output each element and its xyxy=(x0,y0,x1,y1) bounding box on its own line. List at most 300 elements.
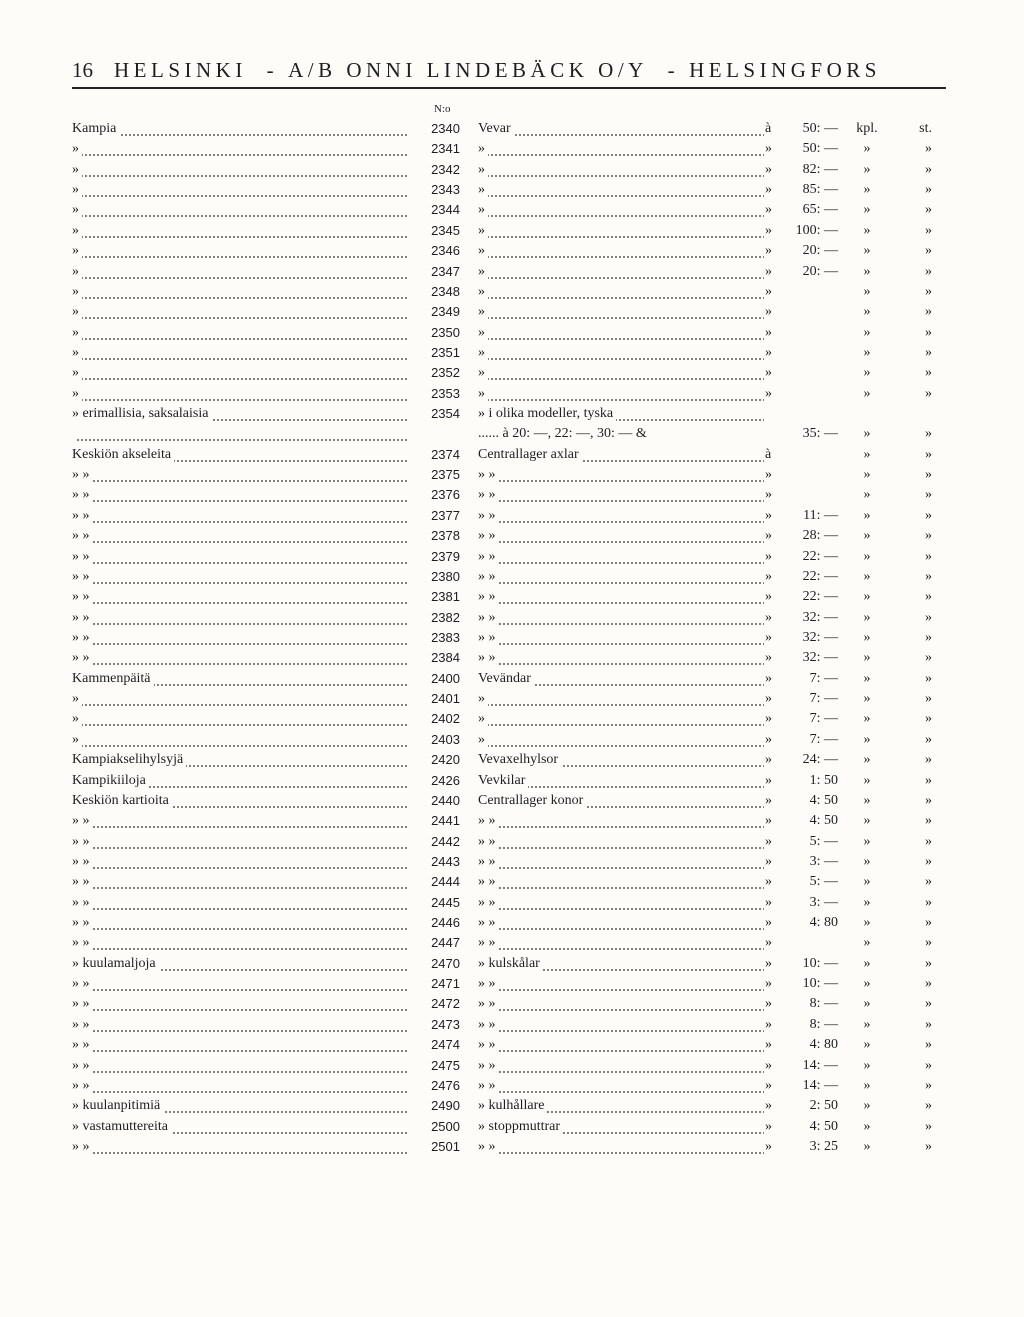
table-row xyxy=(0,180,1024,200)
swedish-description xyxy=(478,994,764,1014)
swedish-description-text: » xyxy=(478,386,488,401)
unit-fi: » xyxy=(863,263,871,279)
swedish-description xyxy=(478,730,764,750)
price-prefix: » xyxy=(765,263,772,279)
finnish-description-text: » xyxy=(72,365,82,380)
price-prefix: » xyxy=(765,182,772,198)
table-row xyxy=(0,1137,1024,1157)
finnish-description xyxy=(72,669,409,689)
unit-fi: » xyxy=(863,1016,871,1032)
finnish-description-text: » » xyxy=(72,528,93,543)
table-row xyxy=(0,933,1024,953)
swedish-description-text: » » xyxy=(478,834,499,849)
finnish-description-text: Kammenpäitä xyxy=(72,671,154,686)
finnish-description-text: » » xyxy=(72,650,93,665)
swedish-description-text: » kulskålar xyxy=(478,956,543,971)
item-number: 2446 xyxy=(431,915,460,931)
unit-fi: » xyxy=(863,711,871,727)
price-prefix: » xyxy=(765,528,772,544)
swedish-description xyxy=(478,628,764,648)
swedish-description-text: » » xyxy=(478,874,499,889)
swedish-description-text: » » xyxy=(478,813,499,828)
table-row xyxy=(0,994,1024,1014)
table-row xyxy=(0,1096,1024,1116)
finnish-description-text: » kuulanpitimiä xyxy=(72,1098,163,1113)
finnish-description xyxy=(72,994,409,1014)
swedish-description xyxy=(478,424,764,444)
item-number: 2347 xyxy=(431,263,460,279)
unit-fi: » xyxy=(863,385,871,401)
item-number: 2470 xyxy=(431,955,460,971)
price: 1: 50 xyxy=(809,772,838,788)
finnish-description xyxy=(72,750,409,770)
unit-fi: » xyxy=(863,141,871,157)
swedish-description-text: » » xyxy=(478,569,499,584)
unit-sv: » xyxy=(925,426,932,442)
item-number: 2401 xyxy=(431,691,460,707)
swedish-description-text: » xyxy=(478,304,488,319)
swedish-description xyxy=(478,343,764,363)
unit-sv: st. xyxy=(919,121,932,136)
swedish-description xyxy=(478,608,764,628)
finnish-description xyxy=(72,974,409,994)
finnish-description-text: » » xyxy=(72,895,93,910)
swedish-description xyxy=(478,1117,764,1137)
swedish-description xyxy=(478,791,764,811)
swedish-description-text: » xyxy=(478,162,488,177)
unit-fi: » xyxy=(863,344,871,360)
price-prefix: » xyxy=(765,1098,772,1114)
finnish-description-text xyxy=(72,426,75,441)
swedish-description-text: » » xyxy=(478,1037,499,1052)
price-prefix: » xyxy=(765,589,772,605)
table-row xyxy=(0,485,1024,505)
unit-sv: » xyxy=(925,467,932,483)
finnish-description xyxy=(72,404,409,424)
finnish-description-text: » xyxy=(72,304,82,319)
finnish-description xyxy=(72,282,409,302)
table-row xyxy=(0,974,1024,994)
unit-fi: » xyxy=(863,1077,871,1093)
finnish-description xyxy=(72,323,409,343)
table-row xyxy=(0,445,1024,465)
finnish-description xyxy=(72,709,409,729)
price-prefix: » xyxy=(765,955,772,971)
unit-fi: » xyxy=(863,833,871,849)
price: 100: — xyxy=(795,222,838,238)
item-number: 2402 xyxy=(431,711,460,727)
finnish-description xyxy=(72,832,409,852)
item-number: 2443 xyxy=(431,853,460,869)
swedish-description-text: » » xyxy=(478,935,499,950)
finnish-description xyxy=(72,160,409,180)
price-prefix: » xyxy=(765,935,772,951)
price-prefix: » xyxy=(765,629,772,645)
unit-fi: » xyxy=(863,915,871,931)
finnish-description xyxy=(72,506,409,526)
price-prefix: » xyxy=(765,141,772,157)
table-row xyxy=(0,648,1024,668)
table-row xyxy=(0,587,1024,607)
finnish-description-text: » xyxy=(72,386,82,401)
item-number: 2352 xyxy=(431,365,460,381)
item-number: 2379 xyxy=(431,548,460,564)
swedish-description-text: » » xyxy=(478,895,499,910)
finnish-description xyxy=(72,771,409,791)
table-row xyxy=(0,567,1024,587)
item-number: 2475 xyxy=(431,1057,460,1073)
swedish-description xyxy=(478,241,764,261)
price: 7: — xyxy=(809,731,838,747)
unit-sv: » xyxy=(925,365,932,381)
price: 50: — xyxy=(802,141,838,157)
swedish-description xyxy=(478,1056,764,1076)
finnish-description xyxy=(72,363,409,383)
price-prefix: » xyxy=(765,385,772,401)
swedish-description xyxy=(478,669,764,689)
finnish-description xyxy=(72,648,409,668)
swedish-description xyxy=(478,363,764,383)
swedish-description-text: » » xyxy=(478,610,499,625)
header-separator: - xyxy=(667,58,680,82)
table-row xyxy=(0,200,1024,220)
swedish-description-text: » » xyxy=(478,1058,499,1073)
unit-sv: » xyxy=(925,813,932,829)
price: 11: — xyxy=(803,507,838,523)
unit-fi: » xyxy=(863,935,871,951)
table-row xyxy=(0,913,1024,933)
unit-fi: » xyxy=(863,731,871,747)
unit-sv: » xyxy=(925,976,932,992)
unit-sv: » xyxy=(925,915,932,931)
item-number: 2349 xyxy=(431,304,460,320)
price: 65: — xyxy=(802,202,838,218)
unit-sv: » xyxy=(925,955,932,971)
swedish-description xyxy=(478,811,764,831)
finnish-description-text: » » xyxy=(72,1058,93,1073)
price-prefix: » xyxy=(765,711,772,727)
swedish-description xyxy=(478,954,764,974)
item-number: 2490 xyxy=(431,1098,460,1114)
table-row xyxy=(0,139,1024,159)
price: 50: — xyxy=(802,121,838,136)
finnish-description-text: Keskiön akseleita xyxy=(72,447,174,462)
unit-sv: » xyxy=(925,385,932,401)
unit-sv: » xyxy=(925,731,932,747)
item-number: 2380 xyxy=(431,568,460,584)
unit-sv: » xyxy=(925,629,932,645)
unit-fi: » xyxy=(863,609,871,625)
finnish-description xyxy=(72,791,409,811)
price: 35: — xyxy=(802,426,838,442)
finnish-description-text: » » xyxy=(72,813,93,828)
item-number: 2472 xyxy=(431,996,460,1012)
price: 14: — xyxy=(802,1077,838,1093)
price-prefix: » xyxy=(765,976,772,992)
unit-fi: » xyxy=(863,996,871,1012)
table-row xyxy=(0,221,1024,241)
swedish-description-text: » » xyxy=(478,467,499,482)
finnish-description xyxy=(72,954,409,974)
unit-fi: » xyxy=(863,467,871,483)
unit-sv: » xyxy=(925,446,932,462)
table-row xyxy=(0,404,1024,424)
swedish-description xyxy=(478,282,764,302)
price: 85: — xyxy=(802,182,838,198)
unit-fi: » xyxy=(863,792,871,808)
swedish-description xyxy=(478,933,764,953)
swedish-description xyxy=(478,1035,764,1055)
finnish-description xyxy=(72,200,409,220)
price: 7: — xyxy=(809,711,838,727)
price: 4: 50 xyxy=(809,1118,838,1134)
finnish-description xyxy=(72,465,409,485)
swedish-description-text: » xyxy=(478,711,488,726)
price: 20: — xyxy=(802,263,838,279)
unit-fi: » xyxy=(863,548,871,564)
swedish-description xyxy=(478,587,764,607)
finnish-description-text: » xyxy=(72,691,82,706)
price-prefix: » xyxy=(765,650,772,666)
item-number: 2382 xyxy=(431,609,460,625)
price-prefix: » xyxy=(765,772,772,788)
unit-fi: » xyxy=(863,202,871,218)
swedish-description xyxy=(478,323,764,343)
price: 5: — xyxy=(809,833,838,849)
unit-sv: » xyxy=(925,589,932,605)
swedish-description-text: » xyxy=(478,141,488,156)
swedish-description-text: Centrallager axlar xyxy=(478,447,582,462)
finnish-description-text: » xyxy=(72,141,82,156)
swedish-description-text: » xyxy=(478,182,488,197)
price-prefix: » xyxy=(765,1016,772,1032)
unit-fi: » xyxy=(863,691,871,707)
finnish-description xyxy=(72,852,409,872)
swedish-description xyxy=(478,771,764,791)
price-prefix: » xyxy=(765,915,772,931)
item-number: 2343 xyxy=(431,182,460,198)
unit-sv: » xyxy=(925,650,932,666)
finnish-description-text: » » xyxy=(72,1037,93,1052)
swedish-description-text: » » xyxy=(478,630,499,645)
price-prefix: » xyxy=(765,752,772,768)
price-prefix: » xyxy=(765,324,772,340)
item-number: 2374 xyxy=(431,446,460,462)
swedish-description-text: » xyxy=(478,365,488,380)
unit-fi: » xyxy=(863,752,871,768)
finnish-description-text: » xyxy=(72,182,82,197)
header-city: HELSINKI xyxy=(114,58,247,82)
item-number: 2471 xyxy=(431,976,460,992)
price: 32: — xyxy=(802,650,838,666)
item-number: 2426 xyxy=(431,772,460,788)
item-number: 2340 xyxy=(431,121,460,136)
finnish-description-text: » erimallisia, saksalaisia xyxy=(72,406,211,421)
number-column-heading: N:o xyxy=(434,103,451,115)
unit-sv: » xyxy=(925,1098,932,1114)
price-prefix: » xyxy=(765,487,772,503)
price: 82: — xyxy=(802,161,838,177)
swedish-description-text: Vevaxelhylsor xyxy=(478,752,561,767)
item-number: 2445 xyxy=(431,894,460,910)
price-prefix: » xyxy=(765,304,772,320)
finnish-description xyxy=(72,424,409,444)
finnish-description-text: » » xyxy=(72,874,93,889)
table-row xyxy=(0,384,1024,404)
swedish-description-text: » kulhållare xyxy=(478,1098,547,1113)
price: 4: 80 xyxy=(809,1037,838,1053)
swedish-description-text: » stoppmuttrar xyxy=(478,1119,563,1134)
unit-fi: » xyxy=(863,487,871,503)
price-prefix: » xyxy=(765,202,772,218)
unit-fi: » xyxy=(863,670,871,686)
finnish-description xyxy=(72,1117,409,1137)
price-prefix: » xyxy=(765,283,772,299)
unit-fi: » xyxy=(863,365,871,381)
swedish-description xyxy=(478,404,764,424)
price: 32: — xyxy=(802,629,838,645)
unit-sv: » xyxy=(925,283,932,299)
swedish-description xyxy=(478,445,764,465)
price: 14: — xyxy=(802,1057,838,1073)
unit-fi: » xyxy=(863,446,871,462)
price-prefix: » xyxy=(765,996,772,1012)
finnish-description xyxy=(72,119,409,139)
unit-fi: » xyxy=(863,324,871,340)
swedish-description xyxy=(478,262,764,282)
price-prefix: » xyxy=(765,731,772,747)
price-prefix: à xyxy=(765,446,772,462)
unit-fi: » xyxy=(863,955,871,971)
finnish-description-text: » » xyxy=(72,610,93,625)
swedish-description-text: » xyxy=(478,202,488,217)
item-number: 2346 xyxy=(431,243,460,259)
unit-sv: » xyxy=(925,874,932,890)
unit-fi: » xyxy=(863,161,871,177)
swedish-description-text: » » xyxy=(478,976,499,991)
item-number: 2351 xyxy=(431,344,460,360)
finnish-description xyxy=(72,1056,409,1076)
table-row xyxy=(0,119,1024,139)
table-row xyxy=(0,628,1024,648)
table-row xyxy=(0,241,1024,261)
finnish-description-text: » kuulamaljoja xyxy=(72,956,159,971)
swedish-description xyxy=(478,1015,764,1035)
finnish-description-text: » » xyxy=(72,630,93,645)
finnish-description-text: » » xyxy=(72,935,93,950)
finnish-description xyxy=(72,262,409,282)
unit-fi: » xyxy=(863,1037,871,1053)
finnish-description xyxy=(72,913,409,933)
unit-sv: » xyxy=(925,691,932,707)
table-row xyxy=(0,262,1024,282)
catalog-table xyxy=(0,119,1024,1157)
finnish-description xyxy=(72,241,409,261)
finnish-description xyxy=(72,933,409,953)
price: 24: — xyxy=(802,752,838,768)
unit-sv: » xyxy=(925,609,932,625)
swedish-description xyxy=(478,160,764,180)
finnish-description-text: » » xyxy=(72,976,93,991)
table-row xyxy=(0,363,1024,383)
swedish-description-text: » » xyxy=(478,549,499,564)
price-prefix: » xyxy=(765,609,772,625)
finnish-description-text: » xyxy=(72,345,82,360)
price-prefix: » xyxy=(765,243,772,259)
price: 4: 50 xyxy=(809,792,838,808)
unit-sv: » xyxy=(925,487,932,503)
finnish-description xyxy=(72,445,409,465)
finnish-description-text: » xyxy=(72,732,82,747)
swedish-description-text: Vevändar xyxy=(478,671,534,686)
table-row xyxy=(0,1056,1024,1076)
price-prefix: » xyxy=(765,365,772,381)
price: 10: — xyxy=(802,976,838,992)
price: 4: 80 xyxy=(809,915,838,931)
swedish-description-text: » » xyxy=(478,1017,499,1032)
unit-sv: » xyxy=(925,528,932,544)
header-rule xyxy=(72,87,946,89)
price-prefix: » xyxy=(765,1037,772,1053)
swedish-description xyxy=(478,139,764,159)
swedish-description-text: » xyxy=(478,223,488,238)
page-number: 16 xyxy=(72,58,93,82)
finnish-description xyxy=(72,302,409,322)
swedish-description xyxy=(478,974,764,994)
table-row xyxy=(0,1035,1024,1055)
item-number: 2345 xyxy=(431,222,460,238)
unit-fi: » xyxy=(863,528,871,544)
unit-fi: » xyxy=(863,813,871,829)
price-prefix: à xyxy=(765,121,772,136)
price: 4: 50 xyxy=(809,813,838,829)
finnish-description xyxy=(72,180,409,200)
price-prefix: » xyxy=(765,853,772,869)
price-prefix: » xyxy=(765,1118,772,1134)
swedish-description-text: » » xyxy=(478,528,499,543)
price: 2: 50 xyxy=(809,1098,838,1114)
table-row xyxy=(0,608,1024,628)
finnish-description-text: Kampiakselihylsyjä xyxy=(72,752,186,767)
unit-fi: » xyxy=(863,426,871,442)
item-number: 2442 xyxy=(431,833,460,849)
header-company: A/B ONNI LINDEBÄCK O/Y xyxy=(288,58,648,82)
price-prefix: » xyxy=(765,467,772,483)
swedish-description xyxy=(478,485,764,505)
unit-sv: » xyxy=(925,304,932,320)
finnish-description xyxy=(72,1137,409,1157)
price: 20: — xyxy=(802,243,838,259)
finnish-description xyxy=(72,628,409,648)
finnish-description xyxy=(72,1076,409,1096)
swedish-description xyxy=(478,180,764,200)
swedish-description-text: » xyxy=(478,284,488,299)
price-prefix: » xyxy=(765,894,772,910)
table-row xyxy=(0,852,1024,872)
unit-fi: » xyxy=(863,243,871,259)
unit-sv: » xyxy=(925,243,932,259)
price-prefix: » xyxy=(765,1077,772,1093)
unit-fi: » xyxy=(863,283,871,299)
price: 22: — xyxy=(802,568,838,584)
unit-sv: » xyxy=(925,344,932,360)
price-prefix: » xyxy=(765,813,772,829)
item-number: 2381 xyxy=(431,589,460,605)
item-number: 2341 xyxy=(431,141,460,157)
swedish-description xyxy=(478,1076,764,1096)
swedish-description xyxy=(478,221,764,241)
swedish-description xyxy=(478,119,764,139)
